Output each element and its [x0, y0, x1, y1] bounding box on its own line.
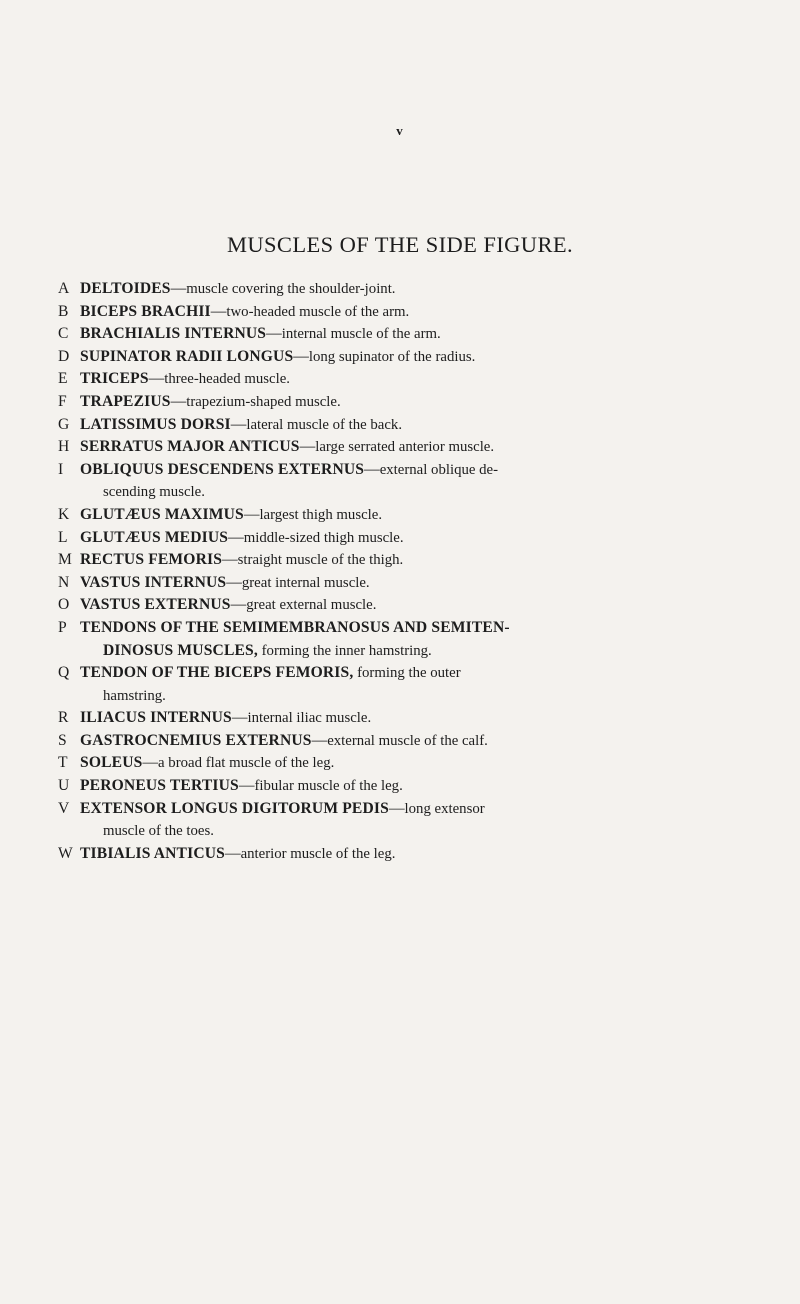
entry-separator: — [226, 573, 242, 591]
list-item [58, 549, 768, 572]
entry-separator: — [148, 370, 165, 388]
entry-letter: F [58, 392, 67, 410]
entry-continuation [80, 481, 768, 504]
entry-name: TIBIALIS ANTICUS [80, 844, 225, 862]
entry-name: TENDONS OF THE SEMIMEMBRANOSUS AND SEMITEN- [80, 618, 510, 636]
entry-description: great internal muscle. [241, 574, 370, 591]
entry-description-continuation: hamstring. [103, 687, 166, 704]
entry-name: VASTUS EXTERNUS [80, 596, 231, 614]
page-number: v [396, 123, 404, 138]
entry-description: straight muscle of the thigh. [237, 552, 404, 569]
entry-letter: N [58, 573, 70, 591]
list-item [58, 323, 768, 346]
list-item-continuation [58, 685, 768, 708]
entry-name: OBLIQUUS DESCENDENS EXTERNUS [80, 460, 365, 478]
entry-name-continuation: DINOSUS MUSCLES, [103, 641, 258, 659]
list-item [58, 572, 768, 595]
entry-name: SERRATUS MAJOR ANTICUS [80, 438, 300, 456]
entry-description: middle-sized thigh muscle. [243, 529, 404, 546]
list-item [58, 459, 768, 482]
list-item-continuation [58, 481, 768, 504]
entry-letter: R [58, 709, 69, 727]
entry-name: TRAPEZIUS [80, 392, 171, 410]
entry-name: PERONEUS TERTIUS [80, 777, 239, 795]
entry-separator: — [238, 777, 255, 795]
entry-separator: — [224, 844, 241, 862]
entry-separator: — [210, 302, 227, 320]
list-item [58, 436, 768, 459]
list-item [58, 504, 768, 527]
entry-letter: P [58, 618, 67, 636]
entry-separator: — [311, 731, 328, 749]
entry-letter: W [58, 844, 73, 862]
entry-letter: Q [58, 664, 70, 682]
entry-description-continuation: forming the inner hamstring. [257, 642, 432, 659]
entry-continuation [80, 820, 768, 843]
entry-description: external oblique de- [379, 461, 499, 478]
list-item [58, 843, 768, 866]
list-item [58, 707, 768, 730]
entry-letter: D [58, 347, 70, 365]
entry-letter: O [58, 596, 70, 614]
entry-separator: — [266, 325, 282, 343]
entry-separator: — [228, 528, 244, 546]
list-item [58, 594, 768, 617]
entry-separator: — [222, 551, 238, 569]
entry-description: external muscle of the calf. [327, 732, 488, 749]
list-item [58, 391, 768, 414]
entry-description: muscle covering the shoulder-joint. [186, 281, 396, 297]
entry-continuation [80, 640, 768, 663]
entry-description: large serrated anterior muscle. [315, 439, 495, 456]
entry-description-continuation: scending muscle. [103, 484, 205, 501]
entry-letter: M [58, 551, 72, 569]
list-item [58, 527, 768, 550]
entry-name: GLUTÆUS MEDIUS [80, 528, 229, 546]
list-item-continuation [58, 820, 768, 843]
entry-letter: G [58, 415, 70, 433]
list-item-continuation [58, 640, 768, 663]
entry-letter: U [58, 777, 70, 795]
list-item [58, 301, 768, 324]
entry-description: largest thigh muscle. [259, 506, 383, 523]
list-item [58, 752, 768, 775]
list-item [58, 617, 768, 640]
entry-description: lateral muscle of the back. [246, 416, 403, 433]
entry-name: GLUTÆUS MAXIMUS [80, 505, 244, 523]
entry-description: trapezium-shaped muscle. [186, 393, 341, 410]
entry-separator: — [142, 754, 159, 772]
list-item [58, 798, 768, 821]
list-item [58, 368, 768, 391]
entry-name: SOLEUS [80, 754, 143, 772]
entry-separator: — [170, 392, 187, 410]
entry-continuation [80, 685, 768, 708]
entry-description: a broad flat muscle of the leg. [158, 755, 335, 772]
entry-separator: — [293, 347, 309, 365]
entry-separator: — [388, 799, 405, 817]
entry-name: ILIACUS INTERNUS [80, 709, 232, 727]
entry-name: EXTENSOR LONGUS DIGITORUM PEDIS [80, 799, 389, 817]
entry-description: two-headed muscle of the arm. [226, 303, 410, 320]
entry-letter: S [58, 731, 67, 749]
entry-description-continuation: muscle of the toes. [103, 823, 214, 840]
entry-letter: E [58, 370, 68, 388]
entry-letter: A [58, 280, 70, 297]
entry-letter: V [58, 799, 70, 817]
entry-name: GASTROCNEMIUS EXTERNUS [80, 731, 312, 749]
list-item [58, 414, 768, 437]
entry-name: TRICEPS [80, 370, 149, 388]
entry-letter: B [58, 302, 69, 320]
entry-letter: H [58, 438, 70, 456]
entry-description: long supinator of the radius. [308, 348, 476, 365]
entry-description: forming the outer [353, 665, 461, 682]
entry-separator: — [230, 415, 247, 433]
entry-name: SUPINATOR RADII LONGUS [80, 347, 294, 365]
entry-letter: K [58, 505, 70, 523]
entry-description: fibular muscle of the leg. [254, 778, 403, 795]
entry-description: great external muscle. [246, 597, 377, 614]
entry-separator: — [364, 460, 380, 478]
entry-name: RECTUS FEMORIS [80, 551, 223, 569]
entry-description: long extensor [404, 800, 485, 817]
entry-description: internal iliac muscle. [247, 710, 372, 727]
list-item [58, 662, 768, 685]
entry-separator: — [230, 596, 247, 614]
list-item [58, 775, 768, 798]
entry-separator: — [243, 505, 260, 523]
entry-separator: — [231, 709, 248, 727]
entry-letter: C [58, 325, 69, 343]
entry-name: BRACHIALIS INTERNUS [80, 325, 267, 343]
entry-separator: — [299, 438, 316, 456]
entry-letter: I [58, 460, 64, 478]
entry-name: TENDON OF THE BICEPS FEMORIS, [80, 664, 354, 682]
entry-letter: L [58, 528, 68, 546]
entry-description: internal muscle of the arm. [281, 326, 441, 343]
page-title: MUSCLES OF THE SIDE FIGURE. [226, 232, 574, 257]
list-item [58, 346, 768, 369]
entry-name: LATISSIMUS DORSI [80, 415, 231, 433]
entry-letter: T [58, 754, 68, 772]
entry-name: VASTUS INTERNUS [80, 573, 227, 591]
list-item [58, 730, 768, 753]
entry-description: anterior muscle of the leg. [240, 845, 396, 862]
muscle-list [58, 278, 768, 865]
entry-name: BICEPS BRACHII [80, 302, 211, 320]
entry-separator: — [170, 280, 187, 297]
entry-name: DELTOIDES [80, 280, 171, 297]
entry-description: three-headed muscle. [164, 371, 290, 388]
list-item [58, 278, 768, 301]
